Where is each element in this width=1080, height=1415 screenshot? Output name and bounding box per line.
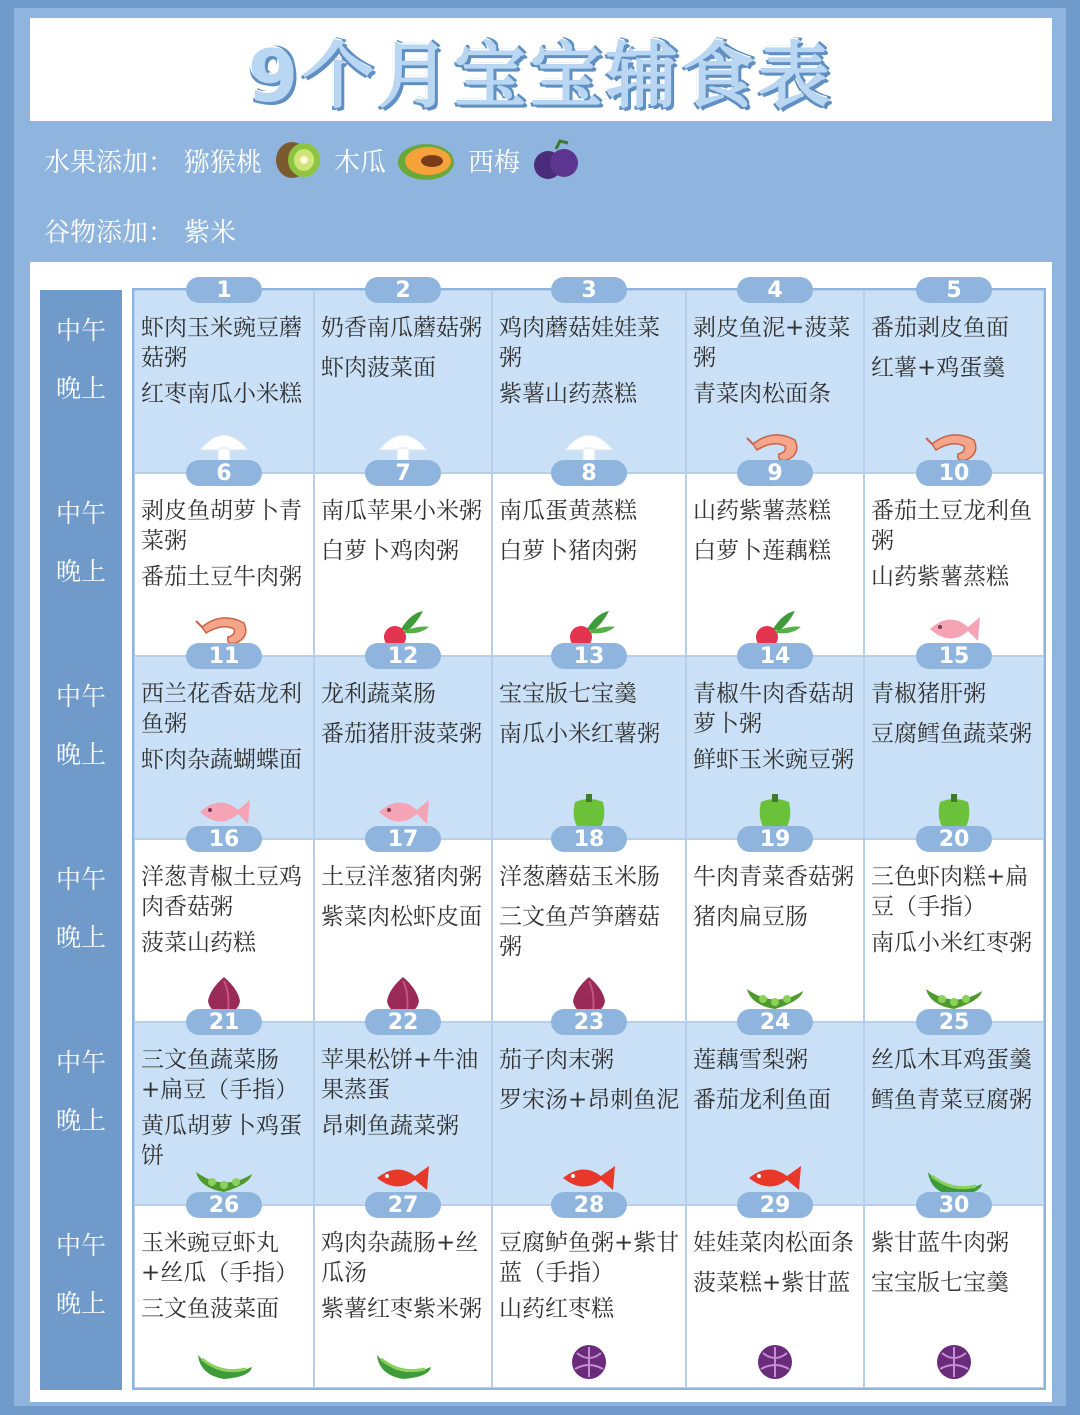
row-label-noon: 中午 <box>55 682 106 711</box>
evening-meal: 红枣南瓜小米糕 <box>141 381 302 407</box>
evening-meal: 紫薯红枣紫米粥 <box>321 1296 482 1322</box>
day-cell <box>864 461 1044 656</box>
noon-meal: 山药紫薯蒸糕 <box>693 498 831 524</box>
fruit-name: 猕猴桃 <box>184 147 263 178</box>
evening-meal: 红薯+鸡蛋羹 <box>871 355 1006 381</box>
day-number: 23 <box>551 1009 627 1035</box>
day-number: 27 <box>365 1192 441 1218</box>
evening-meal: 三文鱼菠菜面 <box>141 1296 279 1322</box>
row-label-noon: 中午 <box>55 865 106 894</box>
day-cell <box>686 461 864 656</box>
evening-meal: 青菜肉松面条 <box>693 381 831 407</box>
noon-meal: 三文鱼蔬菜肠+扁豆（手指） <box>141 1047 299 1103</box>
day-cell <box>134 461 314 656</box>
evening-meal: 三文鱼芦笋蘑菇粥 <box>499 904 660 960</box>
day-cell <box>864 1010 1044 1205</box>
row-label-noon: 中午 <box>55 1048 106 1077</box>
fruit-name: 西梅 <box>468 147 521 178</box>
noon-meal: 玉米豌豆虾丸+丝瓜（手指） <box>141 1230 299 1286</box>
day-cell <box>492 1010 686 1205</box>
row-label-evening: 晚上 <box>55 1289 106 1318</box>
cabbage-icon <box>557 1341 621 1381</box>
noon-meal: 豆腐鲈鱼粥+紫甘蓝（手指） <box>499 1230 680 1286</box>
noon-meal: 洋葱青椒土豆鸡肉香菇粥 <box>141 864 302 920</box>
day-cell <box>492 644 686 839</box>
day-cell <box>686 278 864 473</box>
day-number: 19 <box>737 826 813 852</box>
evening-meal: 番茄龙利鱼面 <box>693 1087 831 1113</box>
day-number: 26 <box>186 1192 262 1218</box>
day-number: 18 <box>551 826 627 852</box>
day-cell <box>492 461 686 656</box>
noon-meal: 牛肉青菜香菇粥 <box>693 864 854 890</box>
evening-meal: 番茄土豆牛肉粥 <box>141 564 302 590</box>
title-banner <box>30 18 1052 121</box>
noon-meal: 丝瓜木耳鸡蛋羹 <box>871 1047 1032 1073</box>
day-number: 25 <box>916 1009 992 1035</box>
meal-board <box>30 262 1052 1402</box>
noon-meal: 鸡肉蘑菇娃娃菜粥 <box>499 315 660 371</box>
noon-meal: 三色虾肉糕+扁豆（手指） <box>871 864 1029 920</box>
fruit-name: 木瓜 <box>334 147 387 178</box>
cucumber-icon <box>192 1341 256 1381</box>
fruit-line <box>44 136 582 184</box>
noon-meal: 番茄土豆龙利鱼粥 <box>871 498 1032 554</box>
noon-meal: 南瓜蛋黄蒸糕 <box>499 498 637 524</box>
meal-grid <box>132 278 1046 1390</box>
day-number: 30 <box>916 1192 992 1218</box>
evening-meal: 紫薯山药蒸糕 <box>499 381 637 407</box>
noon-meal: 剥皮鱼泥+菠菜粥 <box>693 315 851 371</box>
day-cell <box>492 1193 686 1388</box>
day-number: 28 <box>551 1192 627 1218</box>
evening-meal: 南瓜小米红枣粥 <box>871 930 1032 956</box>
additions-panel <box>30 122 1052 262</box>
row-labels-column <box>40 290 122 1390</box>
kiwi-icon <box>272 138 324 182</box>
day-number: 9 <box>737 460 813 486</box>
day-number: 16 <box>186 826 262 852</box>
noon-meal: 龙利蔬菜肠 <box>321 681 436 707</box>
plum-icon <box>530 137 582 183</box>
noon-meal: 青椒猪肝粥 <box>871 681 986 707</box>
day-number: 5 <box>916 277 992 303</box>
evening-meal: 白萝卜鸡肉粥 <box>321 538 459 564</box>
noon-meal: 剥皮鱼胡萝卜青菜粥 <box>141 498 302 554</box>
day-cell <box>686 1193 864 1388</box>
day-number: 2 <box>365 277 441 303</box>
evening-meal: 紫菜肉松虾皮面 <box>321 904 482 930</box>
day-number: 10 <box>916 460 992 486</box>
row-label-noon: 中午 <box>55 1231 106 1260</box>
day-cell <box>134 827 314 1022</box>
day-cell <box>864 1193 1044 1388</box>
noon-meal: 南瓜苹果小米粥 <box>321 498 482 524</box>
day-number: 4 <box>737 277 813 303</box>
noon-meal: 青椒牛肉香菇胡萝卜粥 <box>693 681 854 737</box>
noon-meal: 宝宝版七宝羹 <box>499 681 637 707</box>
day-number: 1 <box>186 277 262 303</box>
day-cell <box>686 827 864 1022</box>
noon-meal: 西兰花香菇龙利鱼粥 <box>141 681 302 737</box>
day-number: 8 <box>551 460 627 486</box>
noon-meal: 娃娃菜肉松面条 <box>693 1230 854 1256</box>
noon-meal: 苹果松饼+牛油果蒸蛋 <box>321 1047 479 1103</box>
day-cell <box>492 278 686 473</box>
row-label-noon: 中午 <box>55 499 106 528</box>
page-title: 9个月宝宝辅食表 <box>247 33 835 118</box>
evening-meal: 南瓜小米红薯粥 <box>499 721 660 747</box>
evening-meal: 番茄猪肝菠菜粥 <box>321 721 482 747</box>
evening-meal: 虾肉菠菜面 <box>321 355 436 381</box>
day-cell <box>314 1010 492 1205</box>
day-number: 11 <box>186 643 262 669</box>
day-cell <box>864 278 1044 473</box>
day-number: 6 <box>186 460 262 486</box>
noon-meal: 番茄剥皮鱼面 <box>871 315 1009 341</box>
day-cell <box>314 461 492 656</box>
day-number: 12 <box>365 643 441 669</box>
grain-label: 谷物添加： <box>44 218 175 248</box>
day-cell <box>314 644 492 839</box>
day-cell <box>134 1010 314 1205</box>
evening-meal: 虾肉杂蔬蝴蝶面 <box>141 747 302 773</box>
day-cell <box>686 1010 864 1205</box>
day-number: 24 <box>737 1009 813 1035</box>
day-cell <box>864 827 1044 1022</box>
day-cell <box>864 644 1044 839</box>
evening-meal: 山药紫薯蒸糕 <box>871 564 1009 590</box>
row-label-evening: 晚上 <box>55 1106 106 1135</box>
noon-meal: 洋葱蘑菇玉米肠 <box>499 864 660 890</box>
row-label-noon: 中午 <box>55 316 106 345</box>
evening-meal: 鳕鱼青菜豆腐粥 <box>871 1087 1032 1113</box>
day-number: 22 <box>365 1009 441 1035</box>
day-number: 29 <box>737 1192 813 1218</box>
row-label-evening: 晚上 <box>55 740 106 769</box>
evening-meal: 菠菜糕+紫甘蓝 <box>693 1270 851 1296</box>
evening-meal: 豆腐鳕鱼蔬菜粥 <box>871 721 1032 747</box>
day-number: 20 <box>916 826 992 852</box>
noon-meal: 奶香南瓜蘑菇粥 <box>321 315 482 341</box>
day-cell <box>314 278 492 473</box>
evening-meal: 菠菜山药糕 <box>141 930 256 956</box>
grain-name: 紫米 <box>184 218 237 248</box>
evening-meal: 鲜虾玉米豌豆粥 <box>693 747 854 773</box>
noon-meal: 莲藕雪梨粥 <box>693 1047 808 1073</box>
day-cell <box>314 1193 492 1388</box>
noon-meal: 茄子肉末粥 <box>499 1047 614 1073</box>
papaya-icon <box>396 136 458 184</box>
day-number: 21 <box>186 1009 262 1035</box>
row-label-evening: 晚上 <box>55 923 106 952</box>
day-number: 15 <box>916 643 992 669</box>
cucumber-icon <box>371 1341 435 1381</box>
evening-meal: 罗宋汤+昂刺鱼泥 <box>499 1087 680 1113</box>
cabbage-icon <box>922 1341 986 1381</box>
row-label-evening: 晚上 <box>55 557 106 586</box>
day-number: 7 <box>365 460 441 486</box>
noon-meal: 鸡肉杂蔬肠+丝瓜汤 <box>321 1230 479 1286</box>
fruit-label: 水果添加： <box>44 147 175 178</box>
noon-meal: 土豆洋葱猪肉粥 <box>321 864 482 890</box>
evening-meal: 猪肉扁豆肠 <box>693 904 808 930</box>
day-cell <box>686 644 864 839</box>
evening-meal: 昂刺鱼蔬菜粥 <box>321 1113 459 1139</box>
noon-meal: 紫甘蓝牛肉粥 <box>871 1230 1009 1256</box>
evening-meal: 白萝卜莲藕糕 <box>693 538 831 564</box>
evening-meal: 宝宝版七宝羹 <box>871 1270 1009 1296</box>
row-label-evening: 晚上 <box>55 374 106 403</box>
day-number: 13 <box>551 643 627 669</box>
evening-meal: 白萝卜猪肉粥 <box>499 538 637 564</box>
evening-meal: 黄瓜胡萝卜鸡蛋饼 <box>141 1113 302 1169</box>
day-cell <box>134 1193 314 1388</box>
day-number: 17 <box>365 826 441 852</box>
day-cell <box>134 644 314 839</box>
day-number: 14 <box>737 643 813 669</box>
grain-line <box>44 212 236 249</box>
evening-meal: 山药红枣糕 <box>499 1296 614 1322</box>
day-cell <box>492 827 686 1022</box>
day-number: 3 <box>551 277 627 303</box>
day-cell <box>314 827 492 1022</box>
day-cell <box>134 278 314 473</box>
cabbage-icon <box>743 1341 807 1381</box>
noon-meal: 虾肉玉米豌豆蘑菇粥 <box>141 315 302 371</box>
